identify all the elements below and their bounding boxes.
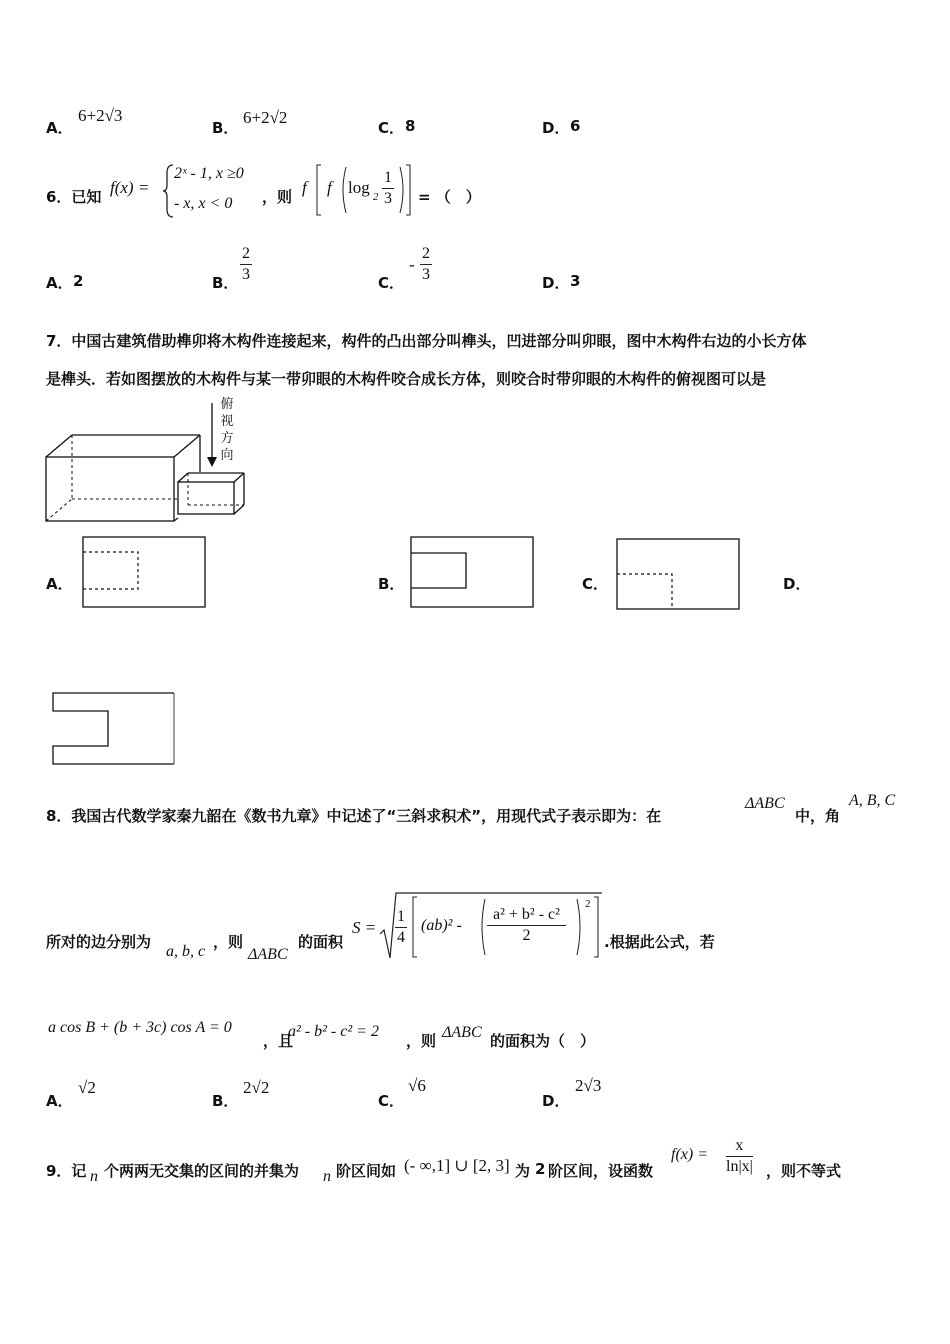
q7-option-a-figure bbox=[82, 536, 206, 608]
q8-inner-den: 2 bbox=[522, 927, 531, 944]
q8-option-a-label: A． bbox=[46, 1092, 73, 1110]
q8-sides: a, b, c bbox=[166, 943, 206, 960]
q8-triangle-3: ΔABC bbox=[442, 1024, 482, 1041]
q9-n-1: n bbox=[90, 1168, 98, 1185]
q6-option-d-value: 3 bbox=[570, 272, 581, 290]
q6-log: log bbox=[348, 178, 370, 197]
q8-option-d-label: D． bbox=[542, 1092, 570, 1110]
q9-function-name: f(x) = bbox=[671, 1146, 708, 1163]
q8-quarter-num: 1 bbox=[395, 907, 407, 928]
q9-order-two: 2 bbox=[535, 1160, 546, 1178]
q6-option-b-label: B． bbox=[212, 274, 239, 292]
q7-option-c-figure bbox=[616, 538, 740, 610]
q6-stem-prefix: 6．已知 bbox=[46, 188, 102, 206]
q5-option-a-label: A． bbox=[46, 119, 73, 137]
q8-inner-num: a² + b² - c² bbox=[487, 905, 566, 926]
q8-outer-exponent: 2 bbox=[585, 898, 591, 910]
q5-option-d-label: D． bbox=[542, 119, 570, 137]
q8-quarter-den: 4 bbox=[397, 929, 405, 946]
q7-option-c-label: C． bbox=[582, 575, 609, 593]
q6-option-d-label: D． bbox=[542, 274, 570, 292]
q5-option-a-expr: 6+2√3 bbox=[78, 106, 123, 125]
q8-and: ，且 bbox=[263, 1032, 294, 1050]
q8-according-text: .根据此公式，若 bbox=[604, 933, 715, 951]
q7-view-char-1: 俯 bbox=[220, 397, 234, 412]
q6-log-base: 2 bbox=[373, 191, 379, 203]
q9-fraction-den: ln|x| bbox=[726, 1158, 753, 1175]
q9-fraction-num: x bbox=[726, 1136, 753, 1157]
q6-option-b-fraction bbox=[240, 244, 252, 285]
q8-option-a-expr: √2 bbox=[78, 1078, 96, 1097]
q6-case-2: - x, x < 0 bbox=[174, 195, 233, 212]
q9-text-1: 个两两无交集的区间的并集为 bbox=[104, 1162, 300, 1180]
q6-option-c-label: C． bbox=[378, 274, 405, 292]
q6-inner-paren-left bbox=[339, 166, 347, 214]
q5-option-c-value: 8 bbox=[405, 117, 416, 135]
q8-bracket-right bbox=[593, 896, 599, 958]
q9-text-4: 阶区间，设函数 bbox=[548, 1162, 654, 1180]
q7-option-a-label: A． bbox=[46, 575, 73, 593]
q6-outer-bracket-right bbox=[405, 164, 411, 216]
q6-then: ，则 bbox=[262, 188, 293, 206]
q6-outer-f: f bbox=[302, 178, 307, 197]
q7-view-direction-label bbox=[218, 396, 236, 464]
q7-view-char-3: 方 bbox=[220, 431, 234, 446]
q6-option-b-num: 2 bbox=[240, 244, 252, 265]
q8-inner-fraction bbox=[487, 905, 566, 946]
q8-sides-text: 所对的边分别为 bbox=[46, 933, 152, 951]
q8-then-2: ，则 bbox=[406, 1032, 437, 1050]
q7-option-d-figure bbox=[52, 692, 176, 766]
q6-option-a-label: A． bbox=[46, 274, 73, 292]
q8-paren-right bbox=[576, 898, 584, 956]
q8-condition-2: a² - b² - c² = 2 bbox=[288, 1023, 379, 1040]
q8-option-b-label: B． bbox=[212, 1092, 239, 1110]
q6-log-arg-den: 3 bbox=[384, 190, 392, 207]
q8-triangle-1: ΔABC bbox=[745, 795, 785, 812]
q8-angles: A, B, C bbox=[849, 792, 896, 809]
q6-equals-blank: = （ ） bbox=[418, 188, 481, 206]
q9-text-3: 为 bbox=[515, 1162, 531, 1180]
q9-text-5: ，则不等式 bbox=[766, 1162, 842, 1180]
q8-area-question: 的面积为（ ） bbox=[490, 1032, 596, 1050]
q8-ab-squared: (ab)² - bbox=[421, 917, 462, 934]
q6-option-c-fraction bbox=[420, 244, 432, 285]
q6-outer-bracket-left bbox=[316, 164, 322, 216]
q6-function-name: f(x) = bbox=[110, 178, 150, 197]
q8-option-c-label: C． bbox=[378, 1092, 405, 1110]
q8-option-c-expr: √6 bbox=[408, 1076, 426, 1095]
q7-option-b-label: B． bbox=[378, 575, 405, 593]
q9-prefix: 9．记 bbox=[46, 1162, 87, 1180]
q7-option-d-label: D． bbox=[783, 575, 811, 593]
q8-paren-left bbox=[478, 898, 486, 956]
q8-quarter bbox=[395, 907, 407, 948]
q8-s-equals: S = bbox=[352, 918, 377, 937]
q7-view-char-4: 向 bbox=[220, 448, 234, 463]
q9-text-2: 阶区间如 bbox=[336, 1162, 397, 1180]
q8-then: ，则 bbox=[213, 933, 244, 951]
q9-interval-example: (- ∞,1] ∪ [2, 3] bbox=[404, 1156, 510, 1175]
q8-triangle-2: ΔABC bbox=[248, 946, 288, 963]
q8-option-b-expr: 2√2 bbox=[243, 1078, 270, 1097]
q7-stem-line-1: 7．中国古建筑借助榫卯将木构件连接起来，构件的凸出部分叫榫头，凹进部分叫卯眼，图中木构件右边的小长方体 bbox=[46, 332, 807, 350]
q8-stem-line-1: 8．我国古代数学家秦九韶在《数书九章》中记述了“三斜求积术”，用现代式子表示即为：在 bbox=[46, 807, 662, 825]
q7-view-char-2: 视 bbox=[220, 414, 234, 429]
q6-case-1: 2ˣ - 1, x ≥0 bbox=[174, 165, 244, 182]
q7-stem-line-2: 是榫头．若如图摆放的木构件与某一带卯眼的木构件咬合成长方体，则咬合时带卯眼的木构件的俯视图可以是 bbox=[46, 370, 767, 388]
q6-option-c-sign: - bbox=[409, 255, 415, 274]
q6-log-arg-num: 1 bbox=[382, 168, 394, 189]
q5-option-d-value: 6 bbox=[570, 117, 581, 135]
q9-function-fraction bbox=[726, 1136, 753, 1177]
q6-option-c-den: 3 bbox=[422, 266, 430, 283]
q6-option-a-value: 2 bbox=[73, 272, 84, 290]
q9-n-2: n bbox=[323, 1168, 331, 1185]
q8-condition-1: a cos B + (b + 3c) cos A = 0 bbox=[48, 1019, 232, 1036]
q8-angle-text: 中，角 bbox=[795, 807, 841, 825]
q6-inner-f: f bbox=[327, 178, 332, 197]
q6-option-c-num: 2 bbox=[420, 244, 432, 265]
q8-area-text: 的面积 bbox=[298, 933, 344, 951]
q5-option-b-expr: 6+2√2 bbox=[243, 108, 288, 127]
q8-bracket-left bbox=[412, 896, 418, 958]
q6-option-b-den: 3 bbox=[242, 266, 250, 283]
q5-option-c-label: C． bbox=[378, 119, 405, 137]
q8-option-d-expr: 2√3 bbox=[575, 1076, 602, 1095]
q5-option-b-label: B． bbox=[212, 119, 239, 137]
q7-option-b-figure bbox=[410, 536, 534, 608]
q6-log-argument bbox=[382, 168, 394, 209]
